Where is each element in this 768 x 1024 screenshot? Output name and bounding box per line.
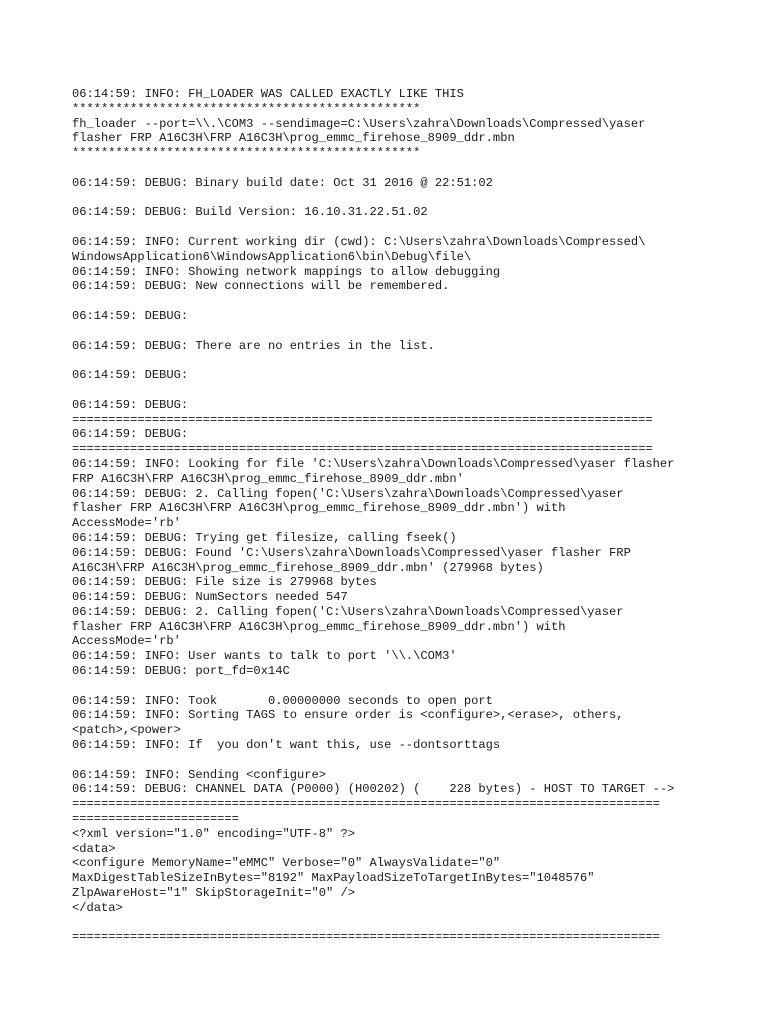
log-line: 06:14:59: INFO: Current working dir (cwd): C:\Users\zahra\Downloads\Compressed\ (72, 234, 646, 249)
log-line (72, 294, 712, 309)
log-line: ================================================================================= (72, 930, 660, 945)
log-line: ================================================================================ (72, 442, 653, 457)
log-line: 06:14:59: INFO: If you don't want this, use --dontsorttags (72, 738, 501, 753)
log-line: 06:14:59: DEBUG: (72, 368, 189, 383)
log-line (72, 916, 712, 931)
log-line: 06:14:59: DEBUG: NumSectors needed 547 (72, 590, 348, 605)
log-line: 06:14:59: DEBUG: File size is 279968 bytes (72, 575, 377, 590)
log-line: 06:14:59: DEBUG: (72, 397, 189, 412)
log-line: ================================================================================ (72, 412, 653, 427)
log-line: flasher FRP A16C3H\FRP A16C3H\prog_emmc_firehose_8909_ddr.mbn') with (72, 501, 566, 516)
log-line (72, 353, 712, 368)
log-line (72, 161, 712, 176)
log-line: A16C3H\FRP A16C3H\prog_emmc_firehose_8909_ddr.mbn' (279968 bytes) (72, 560, 544, 575)
log-line: 06:14:59: DEBUG: (72, 427, 189, 442)
log-line: 06:14:59: INFO: FH_LOADER WAS CALLED EXACTLY LIKE THIS (72, 87, 464, 101)
log-line: ************************************************ (72, 146, 421, 161)
log-line (72, 191, 712, 206)
log-line: FRP A16C3H\FRP A16C3H\prog_emmc_firehose_8909_ddr.mbn' (72, 471, 464, 486)
log-line (72, 220, 712, 235)
log-line: 06:14:59: DEBUG: port_fd=0x14C (72, 664, 290, 679)
log-line (72, 753, 712, 768)
log-line: 06:14:59: DEBUG: 2. Calling fopen('C:\Users\zahra\Downloads\Compressed\yaser (72, 486, 624, 501)
log-line: 06:14:59: DEBUG: (72, 308, 189, 323)
log-line: 06:14:59: DEBUG: 2. Calling fopen('C:\Users\zahra\Downloads\Compressed\yaser (72, 604, 624, 619)
log-line: 06:14:59: INFO: Sending <configure> (72, 767, 327, 782)
log-line: MaxDigestTableSizeInBytes="8192" MaxPayloadSizeToTargetInBytes="1048576" (72, 871, 595, 886)
log-line: 06:14:59: INFO: Sorting TAGS to ensure order is <configure>,<erase>, others, (72, 708, 624, 723)
log-text-block (72, 87, 712, 945)
log-line (72, 324, 712, 339)
log-line: 06:14:59: DEBUG: Build Version: 16.10.31.22.51.02 (72, 205, 428, 220)
log-line: 06:14:59: INFO: Took 0.00000000 seconds to open port (72, 693, 493, 708)
log-line: <data> (72, 841, 116, 856)
log-line: <configure MemoryName="eMMC" Verbose="0" AlwaysValidate="0" (72, 856, 501, 871)
log-line: ================================================================================= (72, 797, 660, 812)
log-line: fh_loader --port=\\.\COM3 --sendimage=C:\Users\zahra\Downloads\Compressed\yaser (72, 116, 646, 131)
log-line: 06:14:59: INFO: Showing network mappings to allow debugging (72, 264, 501, 279)
log-line: 06:14:59: DEBUG: Found 'C:\Users\zahra\Downloads\Compressed\yaser flasher FRP (72, 545, 631, 560)
log-line (72, 383, 712, 398)
log-line: <?xml version="1.0" encoding="UTF-8" ?> (72, 826, 356, 841)
log-line: AccessMode='rb' (72, 516, 181, 531)
log-line: 06:14:59: DEBUG: New connections will be remembered. (72, 279, 450, 294)
log-line: WindowsApplication6\WindowsApplication6\bin\Debug\file\ (72, 249, 472, 264)
log-line: 06:14:59: INFO: User wants to talk to port '\\.\COM3' (72, 649, 457, 664)
log-line: 06:14:59: DEBUG: Binary build date: Oct 31 2016 @ 22:51:02 (72, 175, 493, 190)
log-line: flasher FRP A16C3H\FRP A16C3H\prog_emmc_firehose_8909_ddr.mbn (72, 131, 515, 146)
log-line: 06:14:59: INFO: Looking for file 'C:\Users\zahra\Downloads\Compressed\yaser flasher (72, 456, 675, 471)
log-line: ======================= (72, 812, 239, 827)
log-line: flasher FRP A16C3H\FRP A16C3H\prog_emmc_firehose_8909_ddr.mbn') with (72, 619, 566, 634)
log-line: 06:14:59: DEBUG: Trying get filesize, calling fseek() (72, 530, 457, 545)
log-line: 06:14:59: DEBUG: There are no entries in the list. (72, 338, 435, 353)
log-line (72, 679, 712, 694)
log-line: <patch>,<power> (72, 723, 181, 738)
log-line: AccessMode='rb' (72, 634, 181, 649)
log-line: </data> (72, 900, 123, 915)
log-line: 06:14:59: DEBUG: CHANNEL DATA (P0000) (H00202) ( 228 bytes) - HOST TO TARGET --> (72, 782, 675, 797)
log-line: ************************************************ (72, 101, 421, 116)
log-line: ZlpAwareHost="1" SkipStorageInit="0" /> (72, 886, 356, 901)
